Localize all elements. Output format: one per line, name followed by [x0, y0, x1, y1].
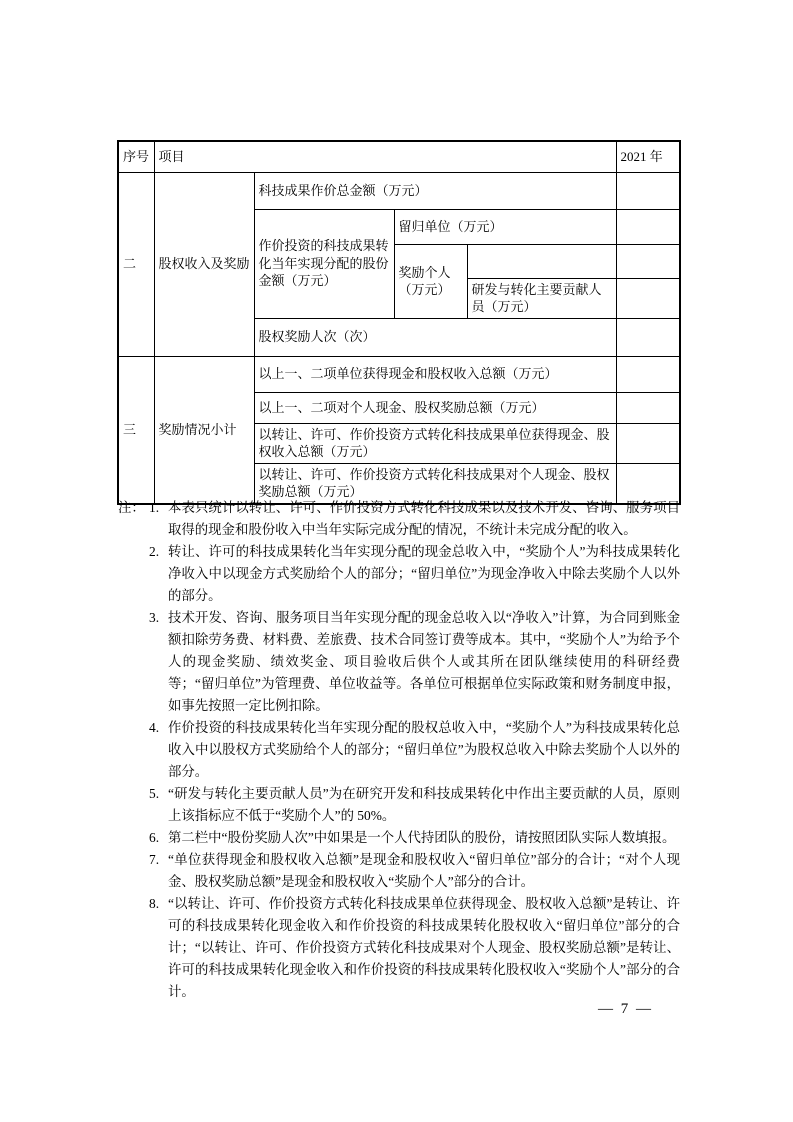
- table-header-row: [118, 141, 680, 172]
- section3-no: 三: [118, 356, 154, 504]
- note-number: 7.: [149, 852, 160, 867]
- note-number: 8.: [149, 896, 160, 911]
- value-cell-subtotal-unit-income: [616, 356, 680, 392]
- note-text: “研发与转化主要贡献人员”为在研究开发和科技成果转化中作出主要贡献的人员，原则上该指标应不低于“奖励个人”的 50%。: [168, 786, 680, 823]
- note-item-8: [149, 893, 680, 1003]
- table-row: [118, 356, 680, 392]
- note-number: 3.: [149, 610, 160, 625]
- section3-category: 奖励情况小计: [154, 356, 254, 504]
- note-item-7: [149, 849, 680, 893]
- note-text: 作价投资的科技成果转化当年实现分配的股权总收入中，“奖励个人”为科技成果转化总收入中以股权方式奖励给个人的部分；“留归单位”为股权总收入中除去奖励个人以外的部分。: [168, 720, 680, 779]
- notes-list: [149, 497, 680, 1003]
- header-item: 项目: [154, 141, 616, 172]
- note-number: 4.: [149, 720, 160, 735]
- section2-no: 二: [118, 172, 154, 356]
- value-cell-rd-contributors: [616, 278, 680, 318]
- note-number: 2.: [149, 544, 160, 559]
- note-text: “单位获得现金和股权收入总额”是现金和股权收入“留归单位”部分的合计；“对个人现金、股权奖励总额”是现金和股权收入“奖励个人”部分的合计。: [168, 852, 680, 889]
- note-text: 技术开发、咨询、服务项目当年实现分配的现金总收入以“净收入”计算，为合同到账金额扣除劳务费、材料费、差旅费、技术合同签订费等成本。其中，“奖励个人”为给予个人的现金奖励、绩效奖金、项目验收后供个人或其所在团队继续使用的科研经费等；“留归单位”为管理费、单位收益等。各单位可根据单位实际政策和财务制度申报，如事先按照一定比例扣除。: [168, 610, 680, 713]
- notes-section: [118, 497, 680, 1003]
- note-text: “以转让、许可、作价投资方式转化科技成果单位获得现金、股权收入总额”是转让、许可的科技成果转化现金收入和作价投资的科技成果转化股权收入“留归单位”部分的合计；“以转让、许可、作价投资方式转化科技成果对个人现金、股权奖励总额”是转让、许可的科技成果转化现金收入和作价投资的科技成果转化股权收入“奖励个人”部分的合计。: [168, 896, 680, 999]
- row-subtotal-individual-reward: 以上一、二项对个人现金、股权奖励总额（万元）: [254, 392, 616, 423]
- note-item-3: [149, 607, 680, 717]
- note-item-2: [149, 541, 680, 607]
- value-cell-total-amount: [616, 172, 680, 209]
- note-number: 5.: [149, 786, 160, 801]
- row-rd-contributors: 研发与转化主要贡献人员（万元）: [467, 278, 616, 318]
- note-text: 转让、许可的科技成果转化当年实现分配的现金总收入中，“奖励个人”为科技成果转化净收入中以现金方式奖励给个人的部分；“留归单位”为现金净收入中除去奖励个人以外的部分。: [168, 544, 680, 603]
- notes-label: 注：: [118, 500, 145, 515]
- row-equity-reward-count: 股权奖励人次（次）: [254, 318, 616, 356]
- cell-group-label: 作价投资的科技成果转化当年实现分配的股份金额（万元）: [254, 209, 394, 318]
- note-item-6: [149, 827, 680, 849]
- row-reward-individual: 奖励个人（万元）: [394, 244, 467, 318]
- note-number: 1.: [149, 500, 160, 515]
- section2-category: 股权收入及奖励: [154, 172, 254, 356]
- value-cell-reward-count: [616, 318, 680, 356]
- note-item-4: [149, 717, 680, 783]
- note-number: 6.: [149, 830, 160, 845]
- cell-empty: [467, 244, 616, 278]
- header-year: 2021 年: [616, 141, 680, 172]
- summary-table: [117, 140, 681, 505]
- page-number: — 7 —: [598, 1001, 653, 1017]
- header-seq: 序号: [118, 141, 154, 172]
- note-text: 第二栏中“股份奖励人次”中如果是一个人代持团队的股份，请按照团队实际人数填报。: [168, 830, 676, 845]
- row-transfer-individual-reward: 以转让、许可、作价投资方式转化科技成果对个人现金、股权奖励总额（万元）: [254, 463, 616, 504]
- value-cell-transfer-unit-income: [616, 423, 680, 463]
- row-subtotal-unit-income: 以上一、二项单位获得现金和股权收入总额（万元）: [254, 356, 616, 392]
- value-cell-reward-individual: [616, 244, 680, 278]
- row-transfer-unit-income: 以转让、许可、作价投资方式转化科技成果单位获得现金、股权收入总额（万元）: [254, 423, 616, 463]
- note-item-1: [149, 497, 680, 541]
- table-row: [118, 172, 680, 209]
- row-tech-total-amount: 科技成果作价总金额（万元）: [254, 172, 616, 209]
- note-item-5: [149, 783, 680, 827]
- row-retained-unit: 留归单位（万元）: [394, 209, 616, 244]
- note-text: 本表只统计以转让、许可、作价投资方式转化科技成果以及技术开发、咨询、服务项目取得的现金和股份收入中当年实际完成分配的情况，不统计未完成分配的收入。: [168, 500, 680, 537]
- value-cell-retained-unit: [616, 209, 680, 244]
- value-cell-subtotal-individual-reward: [616, 392, 680, 423]
